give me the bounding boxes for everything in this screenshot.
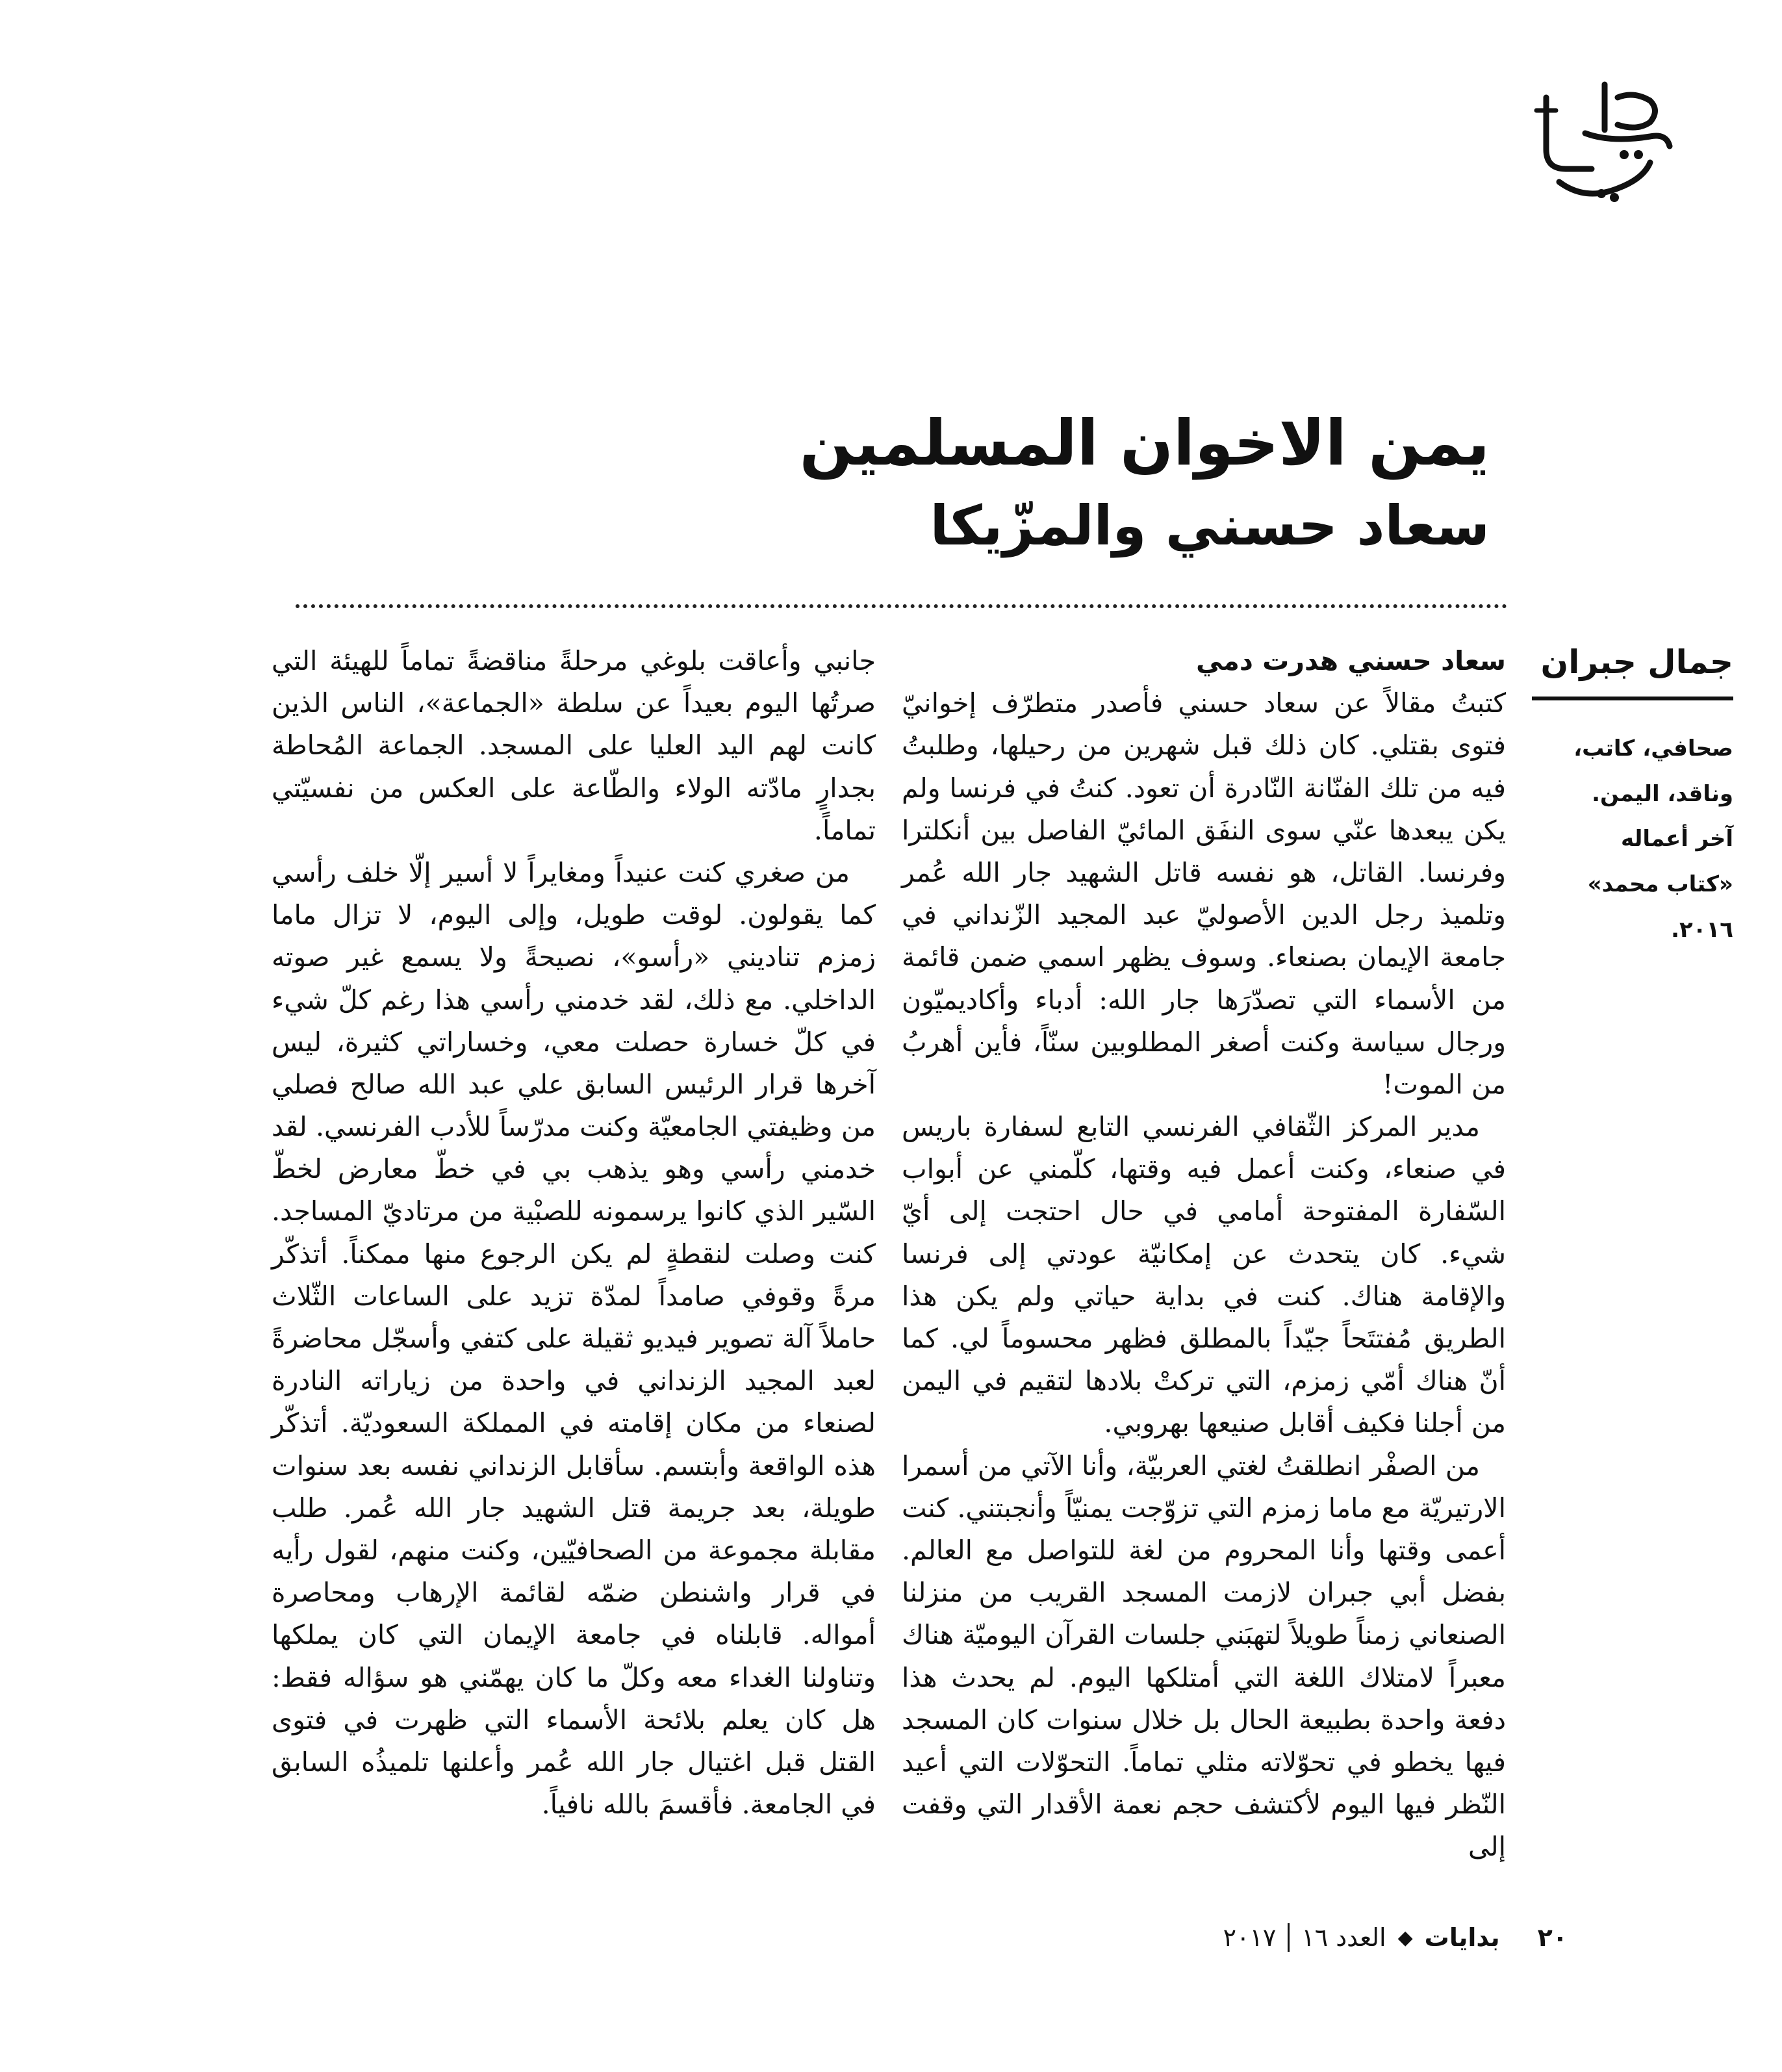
calligraphy-logo-icon bbox=[1520, 71, 1676, 208]
author-rule bbox=[1532, 697, 1733, 700]
issue-year: ٢٠١٧ bbox=[1223, 1923, 1277, 1952]
article-column-right bbox=[902, 640, 1506, 1868]
footer-divider bbox=[1288, 1923, 1290, 1952]
paragraph: مدير المركز الثّقافي الفرنسي التابع لسفارة باريس في صنعاء، وكنت أعمل فيه وقتها، كلّمني عن أبواب السّفارة المفتوحة أمامي في حال احتجت إلى أيّ شيء. كان يتحدث عن إمكانيّة عودتي إلى فرنسا والإقامة هناك. كنت في بداية حياتي ولم يكن هذا الطريق مُفتتَحاً جيّداً بالمطلق فظهر محسوماً لي. كما أنّ هناك أمّي زمزم، التي تركتْ بلادها لتقيم في اليمن من أجلنا فكيف أقابل صنيعها بهروبي. bbox=[902, 1111, 1506, 1439]
paragraph: جانبي وأعاقت بلوغي مرحلةً مناقضةً تماماً للهيئة التي صرتُها اليوم بعيداً عن سلطة «الجماعة»، الناس الذين كانت لهم اليد العليا على المسجد. الجماعة المُحاطة بجدارٍ مادّته الولاء والطّاعة على العكس من نفسيّتي تماماً. bbox=[272, 645, 876, 846]
paragraph: من الصفْر انطلقتُ لغتي العربيّة، وأنا الآتي من أسمرا الارتيريّة مع ماما زمزم التي تزوّجت يمنيّاً وأنجبتني. كنت أعمى وقتها وأنا المحروم من لغة للتواصل مع العالم. بفضل أبي جبران لازمت المسجد القريب من منزلنا الصنعاني زمناً طويلاً لتهبَني جلسات القرآن اليوميّة هناك معبراً لامتلاك اللغة التي أمتلكها اليوم. لم يحدث هذا دفعة واحدة بطبيعة الحال بل خلال سنوات كان المسجد فيها يخطو في تحوّلاته مثلي تماماً. التحوّلات التي أعيد النّظر فيها اليوم لأكتشف حجم نعمة الأقدار التي وقفت إلى bbox=[902, 1450, 1506, 1863]
sub-title: سعاد حسني والمزّيكا bbox=[930, 493, 1490, 557]
article-column-left bbox=[272, 640, 876, 1826]
dotted-separator bbox=[296, 604, 1507, 608]
section-logo bbox=[1520, 71, 1676, 208]
author-name: جمال جبران bbox=[1540, 643, 1733, 681]
paragraph: كتبتُ مقالاً عن سعاد حسني فأصدر متطرّف إخوانيّ فتوى بقتلي. كان ذلك قبل شهرين من رحيلها، وطلبتُ فيه من تلك الفنّانة النّادرة أن تعود. كنتُ في فرنسا ولم يكن يبعدها عنّي سوى النفَق المائيّ الفاصل بين أنكلترا وفرنسا. القاتل، هو نفسه قاتل الشهيد جار الله عُمر وتلميذ رجل الدين الأصوليّ عبد المجيد الزّنداني في جامعة الإيمان بصنعاء. وسوف يظهر اسمي ضمن قائمة من الأسماء التي تصدّرَها جار الله: أدباء وأكاديميّون ورجال سياسة وكنت أصغر المطلوبين سنّاً، فأين أهربُ من الموت! bbox=[902, 687, 1506, 1100]
section-heading: سعاد حسني هدرت دمي bbox=[1195, 645, 1506, 676]
diamond-icon: ◆ bbox=[1397, 1926, 1413, 1949]
page-footer bbox=[1223, 1923, 1568, 1952]
author-sidebar bbox=[1519, 643, 1733, 953]
page-number: ٢٠ bbox=[1537, 1923, 1568, 1952]
issue-number: العدد ١٦ bbox=[1301, 1923, 1386, 1952]
author-bio: صحافي، كاتب، وناقد، اليمن. آخر أعماله «كتاب محمد» ٢٠١٦. bbox=[1573, 735, 1733, 943]
main-title: يمن الاخوان المسلمين bbox=[799, 407, 1490, 480]
title-block bbox=[255, 403, 1490, 561]
paragraph: من صغري كنت عنيداً ومغايراً لا أسير إلّا خلف رأسي كما يقولون. لوقت طويل، وإلى اليوم، لا تزال ماما زمزم تناديني «رأسو»، نصيحةً ولا يسمع غير صوته الداخلي. مع ذلك، لقد خدمني رأسي هذا رغم كلّ شيء في كلّ خسارة حصلت معي، وخساراتي كثيرة، ليس آخرها قرار الرئيس السابق علي عبد الله صالح فصلي من وظيفتي الجامعيّة وكنت مدرّساً للأدب الفرنسي. لقد خدمني رأسي وهو يذهب بي في خطّ معارض لخطّ السّير الذي كانوا يرسمونه للصبْية من مرتاديّ المساجد. كنت وصلت لنقطةٍ لم يكن الرجوع منها ممكناً. أتذكّر مرةً وقوفي صامداً لمدّة تزيد على الساعات الثّلاث حاملاً آلة تصوير فيديو ثقيلة على كتفي وأسجّل محاضرةً لعبد المجيد الزنداني في واحدة من زياراته النادرة لصنعاء من مكان إقامته في المملكة السعوديّة. أتذكّر هذه الواقعة وأبتسم. سأقابل الزنداني نفسه بعد سنوات طويلة، بعد جريمة قتل الشهيد جار الله عُمر. طلب مقابلة مجموعة من الصحافيّين، وكنت منهم، لقول رأيه في قرار واشنطن ضمّه لقائمة الإرهاب ومحاصرة أمواله. قابلناه في جامعة الإيمان التي كان يملكها وتناولنا الغداء معه وكلّ ما كان يهمّني هو سؤاله فقط: هل كان يعلم بلائحة الأسماء التي ظهرت في فتوى القتل قبل اغتيال جار الله عُمر وأعلنها تلميذُه السابق في الجامعة. فأقسمَ بالله نافياً. bbox=[272, 856, 876, 1821]
magazine-name: بدايات bbox=[1424, 1923, 1500, 1952]
